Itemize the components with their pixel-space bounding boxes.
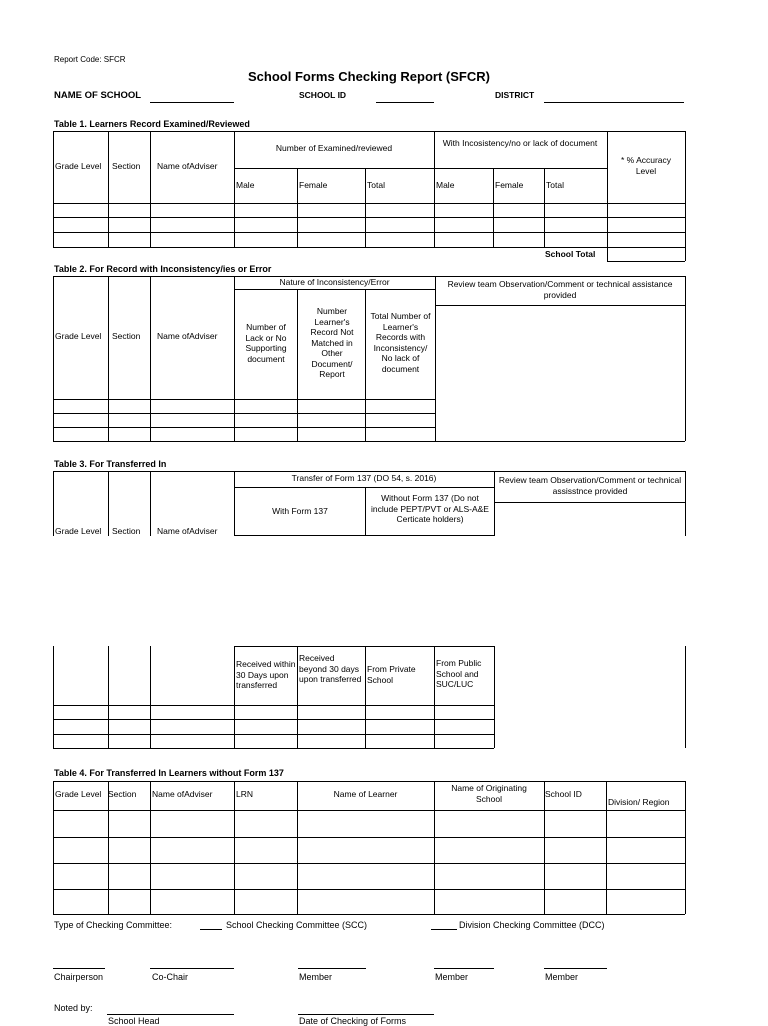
member3-signature-line[interactable] bbox=[544, 968, 607, 969]
t1-accuracy-header: * % Accuracy Level bbox=[620, 155, 672, 176]
t2-grade-level-header: Grade Level bbox=[55, 331, 102, 341]
t3-transfer-header: Transfer of Form 137 (DO 54, s. 2016) bbox=[291, 473, 437, 483]
t1-inconsistency-header: With Incosistency/no or lack of document bbox=[442, 138, 598, 148]
chairperson-signature-line[interactable] bbox=[53, 968, 105, 969]
table1-caption: Table 1. Learners Record Examined/Reviewed bbox=[54, 119, 250, 129]
member1-label: Member bbox=[299, 972, 333, 982]
dcc-label: Division Checking Committee (DCC) bbox=[459, 920, 605, 930]
t1-male-header: Male bbox=[236, 180, 255, 190]
t1-inc-female-header: Female bbox=[495, 180, 524, 190]
t1-inc-total-header: Total bbox=[546, 180, 564, 190]
scc-label: School Checking Committee (SCC) bbox=[226, 920, 368, 930]
t3-without-form-header: Without Form 137 (Do not include PEPT/PVT or ALS-A&E Certicate holders) bbox=[371, 493, 489, 524]
date-checking-label: Date of Checking of Forms bbox=[299, 1016, 407, 1026]
cochair-signature-line[interactable] bbox=[150, 968, 234, 969]
cochair-label: Co-Chair bbox=[152, 972, 189, 982]
t1-school-total-label: School Total bbox=[545, 249, 596, 259]
t1-total-header: Total bbox=[367, 180, 385, 190]
t3-section-header: Section bbox=[112, 526, 141, 536]
school-head-signature-line[interactable] bbox=[107, 1014, 234, 1015]
t1-inc-male-header: Male bbox=[436, 180, 455, 190]
t3-with-form-header: With Form 137 bbox=[272, 506, 328, 516]
member2-signature-line[interactable] bbox=[434, 968, 494, 969]
member2-label: Member bbox=[435, 972, 469, 982]
page-title: School Forms Checking Report (SFCR) bbox=[248, 69, 490, 84]
member3-label: Member bbox=[545, 972, 579, 982]
chairperson-label: Chairperson bbox=[54, 972, 104, 982]
district-field[interactable] bbox=[544, 102, 684, 103]
t3-review-header: Review team Observation/Comment or technical assisstnce provided bbox=[498, 475, 682, 496]
name-of-school-label: NAME OF SCHOOL bbox=[54, 90, 142, 101]
district-label: DISTRICT bbox=[495, 90, 535, 100]
t3-within30-header: Received within 30 Days upon transferred bbox=[236, 659, 296, 690]
t2-lack-header: Number of Lack or No Supporting document bbox=[245, 322, 287, 364]
committee-type-label: Type of Checking Committee: bbox=[54, 920, 173, 930]
school-head-label: School Head bbox=[108, 1016, 160, 1026]
member1-signature-line[interactable] bbox=[298, 968, 366, 969]
t1-female-header: Female bbox=[299, 180, 328, 190]
t1-adviser-header: Name ofAdviser bbox=[157, 161, 218, 171]
t4-lrn-header: LRN bbox=[236, 789, 254, 799]
t3-public-header: From Public School and SUC/LUC bbox=[436, 658, 482, 689]
t2-not-matched-header: Number Learner's Record Not Matched in Other Document/ Report bbox=[310, 306, 354, 379]
t4-school-id-header: School ID bbox=[545, 789, 582, 799]
t4-grade-level-header: Grade Level bbox=[55, 789, 102, 799]
date-checking-line[interactable] bbox=[298, 1014, 434, 1015]
t2-adviser-header: Name ofAdviser bbox=[157, 331, 218, 341]
report-code: Report Code: SFCR bbox=[54, 55, 126, 64]
t4-learner-header: Name of Learner bbox=[333, 789, 398, 799]
t1-grade-level-header: Grade Level bbox=[55, 161, 102, 171]
t2-nature-header: Nature of Inconsistency/Error bbox=[279, 277, 390, 287]
t4-division-header: Division/ Region bbox=[608, 797, 670, 807]
name-of-school-field[interactable] bbox=[150, 102, 234, 103]
t3-private-header: From Private School bbox=[367, 664, 416, 685]
t3-beyond30-header: Received beyond 30 days upon transferred bbox=[299, 653, 362, 684]
table2-caption: Table 2. For Record with Inconsistency/ies or Error bbox=[54, 264, 272, 274]
noted-by-label: Noted by: bbox=[54, 1003, 93, 1013]
school-id-field[interactable] bbox=[376, 102, 434, 103]
t3-grade-level-header: Grade Level bbox=[55, 526, 102, 536]
t2-review-header: Review team Observation/Comment or technical assistance provided bbox=[447, 279, 673, 300]
t2-total-inconsistency-header: Total Number of Learner's Records with Inconsistency/ No lack of document bbox=[370, 311, 431, 374]
dcc-check-line[interactable] bbox=[431, 929, 457, 930]
t4-section-header: Section bbox=[108, 789, 137, 799]
t1-section-header: Section bbox=[112, 161, 141, 171]
scc-check-line[interactable] bbox=[200, 929, 222, 930]
t4-adviser-header: Name ofAdviser bbox=[152, 789, 213, 799]
school-id-label: SCHOOL ID bbox=[299, 90, 347, 100]
table3-caption: Table 3. For Transferred In bbox=[54, 459, 167, 469]
table4-caption: Table 4. For Transferred In Learners without Form 137 bbox=[54, 768, 284, 778]
t2-section-header: Section bbox=[112, 331, 141, 341]
t3-adviser-header: Name ofAdviser bbox=[157, 526, 218, 536]
t4-origin-header: Name of Originating School bbox=[451, 783, 527, 804]
t1-examined-header: Number of Examined/reviewed bbox=[275, 143, 393, 153]
